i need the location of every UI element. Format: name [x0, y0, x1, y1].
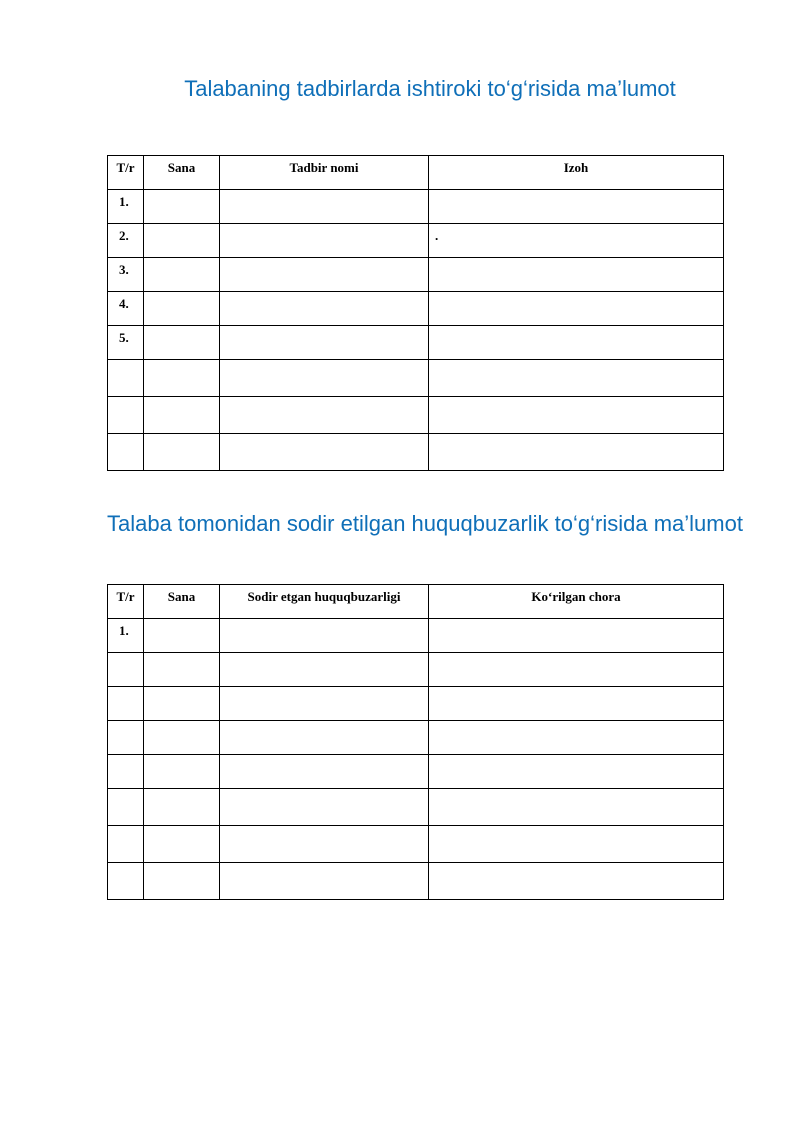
table-row: [108, 360, 724, 397]
row-number: [108, 721, 144, 755]
row-number: [108, 687, 144, 721]
violation-cell[interactable]: [220, 789, 429, 826]
table-row: [108, 619, 724, 653]
row-number: [108, 755, 144, 789]
note-cell[interactable]: [429, 190, 724, 224]
violation-cell[interactable]: [220, 619, 429, 653]
table-row: [108, 224, 724, 258]
date-cell[interactable]: [144, 619, 220, 653]
violations-section-title: Talaba tomonidan sodir etilgan huquqbuzarlik to‘g‘risida ma’lumot: [107, 511, 743, 536]
table-header-row: [108, 156, 724, 190]
note-cell[interactable]: [429, 292, 724, 326]
row-number: 5.: [108, 326, 144, 360]
row-number: 2.: [108, 224, 144, 258]
date-cell[interactable]: [144, 789, 220, 826]
column-header-note: Izoh: [429, 156, 724, 190]
note-cell[interactable]: [429, 397, 724, 434]
event-name-cell[interactable]: [220, 397, 429, 434]
event-name-cell[interactable]: [220, 190, 429, 224]
measure-cell[interactable]: [429, 863, 724, 900]
date-cell[interactable]: [144, 434, 220, 471]
note-text: [429, 292, 723, 296]
column-header-measure-taken: Ko‘rilgan chora: [429, 585, 724, 619]
column-header-date: Sana: [144, 585, 220, 619]
date-cell[interactable]: [144, 755, 220, 789]
row-number: [108, 653, 144, 687]
measure-cell[interactable]: [429, 755, 724, 789]
note-text: [429, 360, 723, 364]
violation-cell[interactable]: [220, 755, 429, 789]
column-header-date: Sana: [144, 156, 220, 190]
table-row: [108, 826, 724, 863]
table-row: [108, 292, 724, 326]
row-number: 1.: [108, 190, 144, 224]
note-text: [429, 326, 723, 330]
measure-cell[interactable]: [429, 826, 724, 863]
note-cell[interactable]: [429, 434, 724, 471]
table-row: [108, 258, 724, 292]
table-header-row: [108, 585, 724, 619]
date-cell[interactable]: [144, 397, 220, 434]
measure-cell[interactable]: [429, 619, 724, 653]
violations-table: [107, 584, 724, 900]
row-number: 4.: [108, 292, 144, 326]
measure-cell[interactable]: [429, 653, 724, 687]
column-header-event-name: Tadbir nomi: [220, 156, 429, 190]
date-cell[interactable]: [144, 826, 220, 863]
note-text: [429, 434, 723, 438]
note-text: .: [435, 228, 439, 243]
note-cell[interactable]: [429, 326, 724, 360]
event-name-cell[interactable]: [220, 224, 429, 258]
violation-cell[interactable]: [220, 721, 429, 755]
row-number: [108, 863, 144, 900]
table-row: [108, 326, 724, 360]
measure-cell[interactable]: [429, 789, 724, 826]
note-cell[interactable]: [429, 360, 724, 397]
note-text: [429, 258, 723, 262]
row-number: [108, 789, 144, 826]
measure-cell[interactable]: [429, 721, 724, 755]
table-row: [108, 687, 724, 721]
note-cell[interactable]: [429, 258, 724, 292]
table-row: [108, 653, 724, 687]
events-table: [107, 155, 724, 471]
date-cell[interactable]: [144, 721, 220, 755]
violation-cell[interactable]: [220, 826, 429, 863]
violation-cell[interactable]: [220, 687, 429, 721]
table-row: [108, 755, 724, 789]
events-section-title: Talabaning tadbirlarda ishtiroki to‘g‘risida ma’lumot: [184, 76, 676, 101]
date-cell[interactable]: [144, 292, 220, 326]
table-row: [108, 434, 724, 471]
column-header-number: T/r: [108, 585, 144, 619]
row-number: [108, 397, 144, 434]
date-cell[interactable]: [144, 224, 220, 258]
column-header-violation: Sodir etgan huquqbuzarligi: [220, 585, 429, 619]
date-cell[interactable]: [144, 687, 220, 721]
date-cell[interactable]: [144, 863, 220, 900]
table-row: [108, 863, 724, 900]
note-cell[interactable]: [429, 224, 724, 258]
event-name-cell[interactable]: [220, 360, 429, 397]
row-number: [108, 826, 144, 863]
row-number: [108, 434, 144, 471]
date-cell[interactable]: [144, 653, 220, 687]
violation-cell[interactable]: [220, 653, 429, 687]
table-row: [108, 397, 724, 434]
date-cell[interactable]: [144, 190, 220, 224]
row-number: 1.: [108, 619, 144, 653]
event-name-cell[interactable]: [220, 326, 429, 360]
row-number: 3.: [108, 258, 144, 292]
violation-cell[interactable]: [220, 863, 429, 900]
event-name-cell[interactable]: [220, 434, 429, 471]
date-cell[interactable]: [144, 326, 220, 360]
date-cell[interactable]: [144, 360, 220, 397]
event-name-cell[interactable]: [220, 258, 429, 292]
date-cell[interactable]: [144, 258, 220, 292]
note-text: [429, 397, 723, 401]
note-text: [429, 190, 723, 194]
column-header-number: T/r: [108, 156, 144, 190]
table-row: [108, 789, 724, 826]
row-number: [108, 360, 144, 397]
table-row: [108, 721, 724, 755]
event-name-cell[interactable]: [220, 292, 429, 326]
measure-cell[interactable]: [429, 687, 724, 721]
table-row: [108, 190, 724, 224]
